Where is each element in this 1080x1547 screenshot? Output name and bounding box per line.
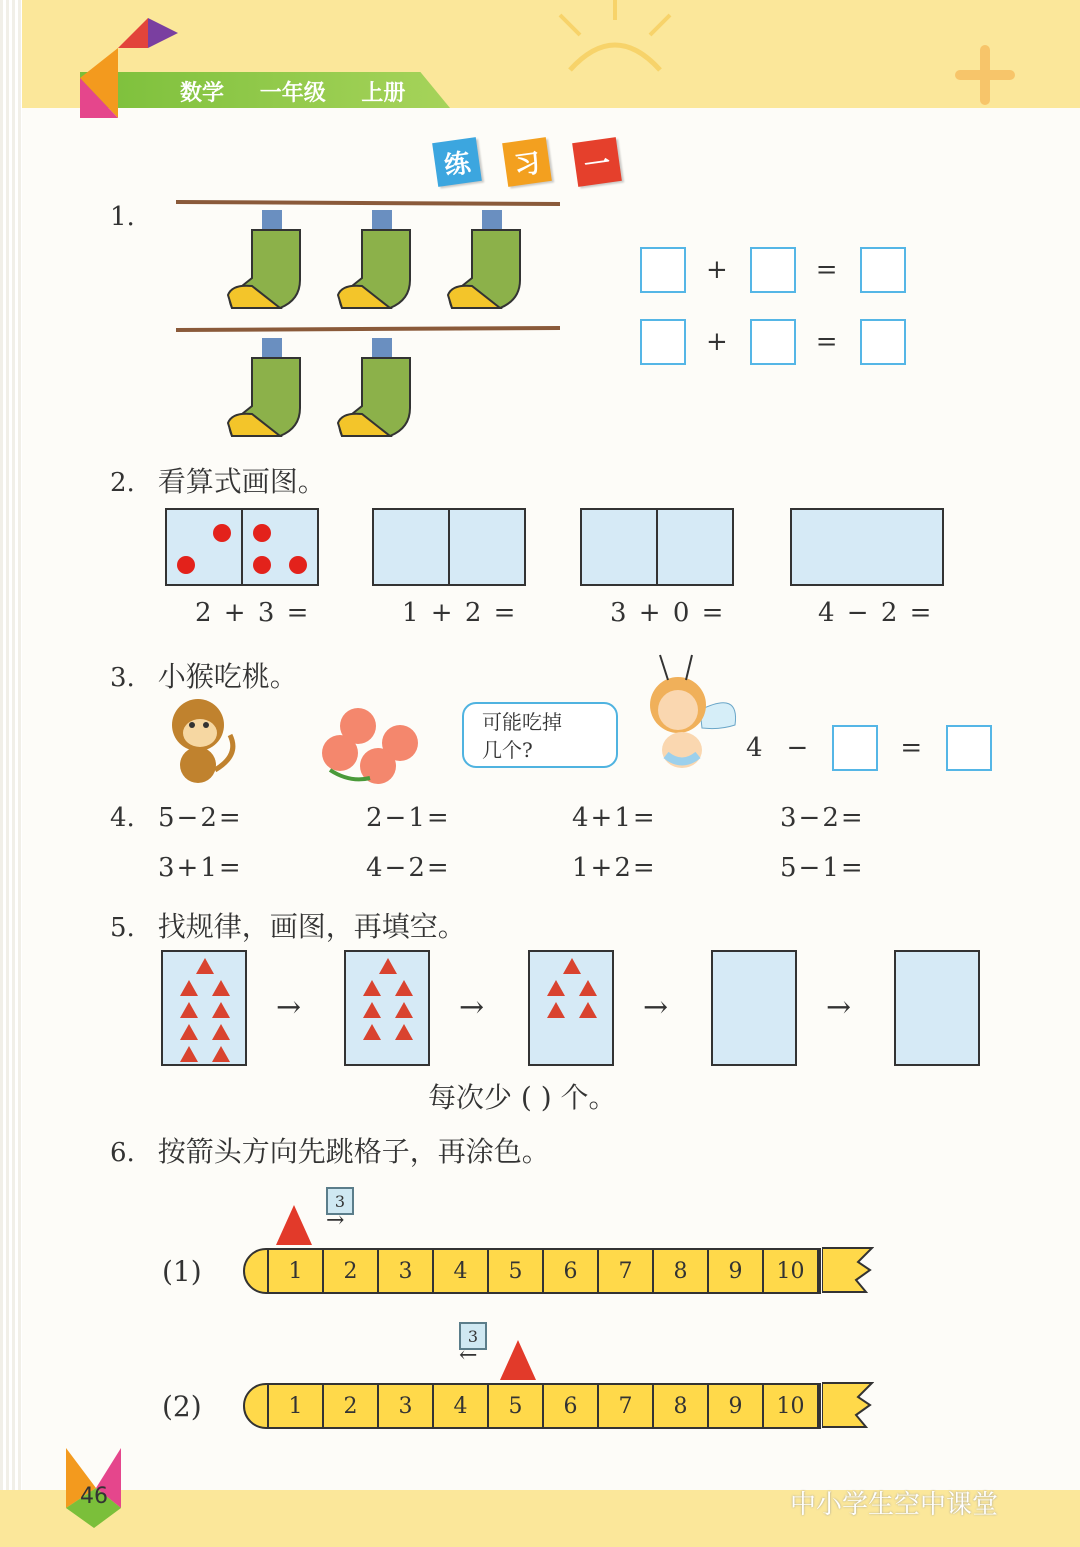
page-number: 46	[80, 1484, 108, 1509]
drawing-box[interactable]	[165, 508, 319, 586]
track-cell[interactable]: 9	[709, 1250, 764, 1292]
torn-edge-icon	[822, 1244, 874, 1296]
equals-sign: =	[900, 733, 925, 763]
q1-equation-2	[640, 319, 906, 365]
q2-number: 2.	[110, 468, 135, 498]
q2-prompt: 看算式画图。	[157, 465, 326, 498]
q5-number: 5.	[110, 913, 135, 943]
sock-icon	[228, 210, 300, 308]
pattern-box	[344, 950, 430, 1066]
exercise-title	[435, 140, 619, 184]
header-volume: 上册	[361, 81, 406, 106]
track-cell[interactable]: 2	[324, 1250, 379, 1292]
arrow-right-icon: →	[276, 990, 302, 1025]
answer-box[interactable]	[860, 319, 906, 365]
track-cell[interactable]: 9	[709, 1385, 764, 1427]
q4-expression[interactable]: 3−2=	[780, 803, 865, 833]
q2-heading	[110, 460, 326, 500]
socks-illustration	[172, 190, 567, 450]
pattern-box-empty[interactable]	[711, 950, 797, 1066]
track-cell[interactable]: 2	[324, 1385, 379, 1427]
track-cell[interactable]: 7	[599, 1250, 654, 1292]
q5-heading	[110, 905, 466, 945]
sun-doodle-icon	[540, 0, 690, 90]
track-cell[interactable]: 4	[434, 1385, 489, 1427]
q3-heading	[110, 655, 298, 695]
track-cell[interactable]: 7	[599, 1385, 654, 1427]
track-cell[interactable]: 8	[654, 1385, 709, 1427]
header-grade: 一年级	[259, 81, 326, 106]
drawing-box[interactable]	[790, 508, 944, 586]
number-track	[243, 1248, 821, 1294]
q3-equation	[746, 725, 992, 771]
q5-fill-text[interactable]: 每次少 ( ) 个。	[428, 1081, 617, 1114]
answer-box[interactable]	[946, 725, 992, 771]
q4-expression[interactable]: 1+2=	[572, 853, 657, 883]
monkey-icon	[160, 695, 245, 787]
bubble-line-2: 几个?	[482, 738, 533, 762]
track-cell[interactable]: 8	[654, 1250, 709, 1292]
track-cell[interactable]: 3	[379, 1385, 434, 1427]
torn-edge-icon	[822, 1379, 874, 1431]
header-subject: 数学	[180, 81, 225, 106]
track-cell[interactable]: 5	[489, 1250, 544, 1292]
track-cell[interactable]: 1	[269, 1385, 324, 1427]
track-cell[interactable]: 10	[764, 1385, 819, 1427]
answer-box[interactable]	[750, 247, 796, 293]
track-cell[interactable]: 1	[269, 1250, 324, 1292]
track-cell[interactable]: 6	[544, 1385, 599, 1427]
book-header	[180, 76, 433, 107]
step-cube-icon: 3	[326, 1187, 354, 1215]
drawing-box[interactable]	[580, 508, 734, 586]
cupid-icon	[620, 650, 745, 785]
q6-number: 6.	[110, 1138, 135, 1168]
minus-sign: −	[786, 733, 811, 763]
track-cell[interactable]: 4	[434, 1250, 489, 1292]
answer-box[interactable]	[832, 725, 878, 771]
title-char-3: 一	[572, 137, 622, 187]
peaches-icon	[320, 698, 430, 788]
q4-expression[interactable]: 5−2=	[158, 803, 243, 833]
pattern-box	[161, 950, 247, 1066]
q4-expression[interactable]: 4+1=	[572, 803, 657, 833]
cone-marker-icon	[500, 1340, 536, 1380]
q4-expression[interactable]: 3+1=	[158, 853, 243, 883]
step-cube-icon: 3	[459, 1322, 487, 1350]
answer-box[interactable]	[750, 319, 796, 365]
plus-sign: +	[706, 327, 730, 357]
drawing-box[interactable]	[372, 508, 526, 586]
q4-number: 4.	[110, 803, 135, 833]
q6-prompt: 按箭头方向先跳格子，再涂色。	[157, 1135, 550, 1168]
q5-prompt: 找规律，画图，再填空。	[157, 910, 466, 943]
q2-equation: 3 + 0 =	[610, 598, 726, 628]
arrow-right-icon: →	[459, 990, 485, 1025]
track-cell[interactable]: 10	[764, 1250, 819, 1292]
plus-doodle-icon	[955, 45, 1015, 105]
arrow-right-icon: →	[643, 990, 669, 1025]
page-edge	[0, 0, 22, 1547]
eq-start-number: 4	[746, 733, 765, 763]
watermark-text: 中小学生空中课堂	[790, 1490, 999, 1520]
q4-expression[interactable]: 2−1=	[366, 803, 451, 833]
title-char-2: 习	[502, 137, 552, 187]
arrow-left-icon: ←	[459, 1343, 478, 1368]
answer-box[interactable]	[640, 247, 686, 293]
bubble-line-1: 可能吃掉	[482, 710, 562, 734]
speech-bubble	[462, 702, 618, 768]
equals-sign: =	[815, 255, 840, 285]
plus-sign: +	[706, 255, 730, 285]
cone-marker-icon	[276, 1205, 312, 1245]
pattern-box-empty[interactable]	[894, 950, 980, 1066]
track-cell[interactable]: 5	[489, 1385, 544, 1427]
q4-expression[interactable]: 4−2=	[366, 853, 451, 883]
q2-equation: 1 + 2 =	[402, 598, 518, 628]
pattern-box	[528, 950, 614, 1066]
q3-number: 3.	[110, 663, 135, 693]
q3-prompt: 小猴吃桃。	[157, 660, 298, 693]
q1-equation-1	[640, 247, 906, 293]
q6-heading	[110, 1130, 550, 1170]
answer-box[interactable]	[860, 247, 906, 293]
number-track	[243, 1383, 821, 1429]
q1-number: 1.	[110, 202, 135, 232]
part-label: (1)	[162, 1255, 202, 1288]
equals-sign: =	[815, 327, 840, 357]
track-cell[interactable]: 3	[379, 1250, 434, 1292]
track-cell[interactable]: 6	[544, 1250, 599, 1292]
arrow-right-icon: →	[826, 990, 852, 1025]
arrow-right-icon: →	[326, 1208, 345, 1233]
title-char-1: 练	[432, 137, 482, 187]
q4-expression[interactable]: 5−1=	[780, 853, 865, 883]
q2-equation: 4 − 2 =	[818, 598, 934, 628]
q2-equation: 2 + 3 =	[195, 598, 311, 628]
part-label: (2)	[162, 1390, 202, 1423]
answer-box[interactable]	[640, 319, 686, 365]
tangram-logo-icon	[78, 18, 188, 122]
